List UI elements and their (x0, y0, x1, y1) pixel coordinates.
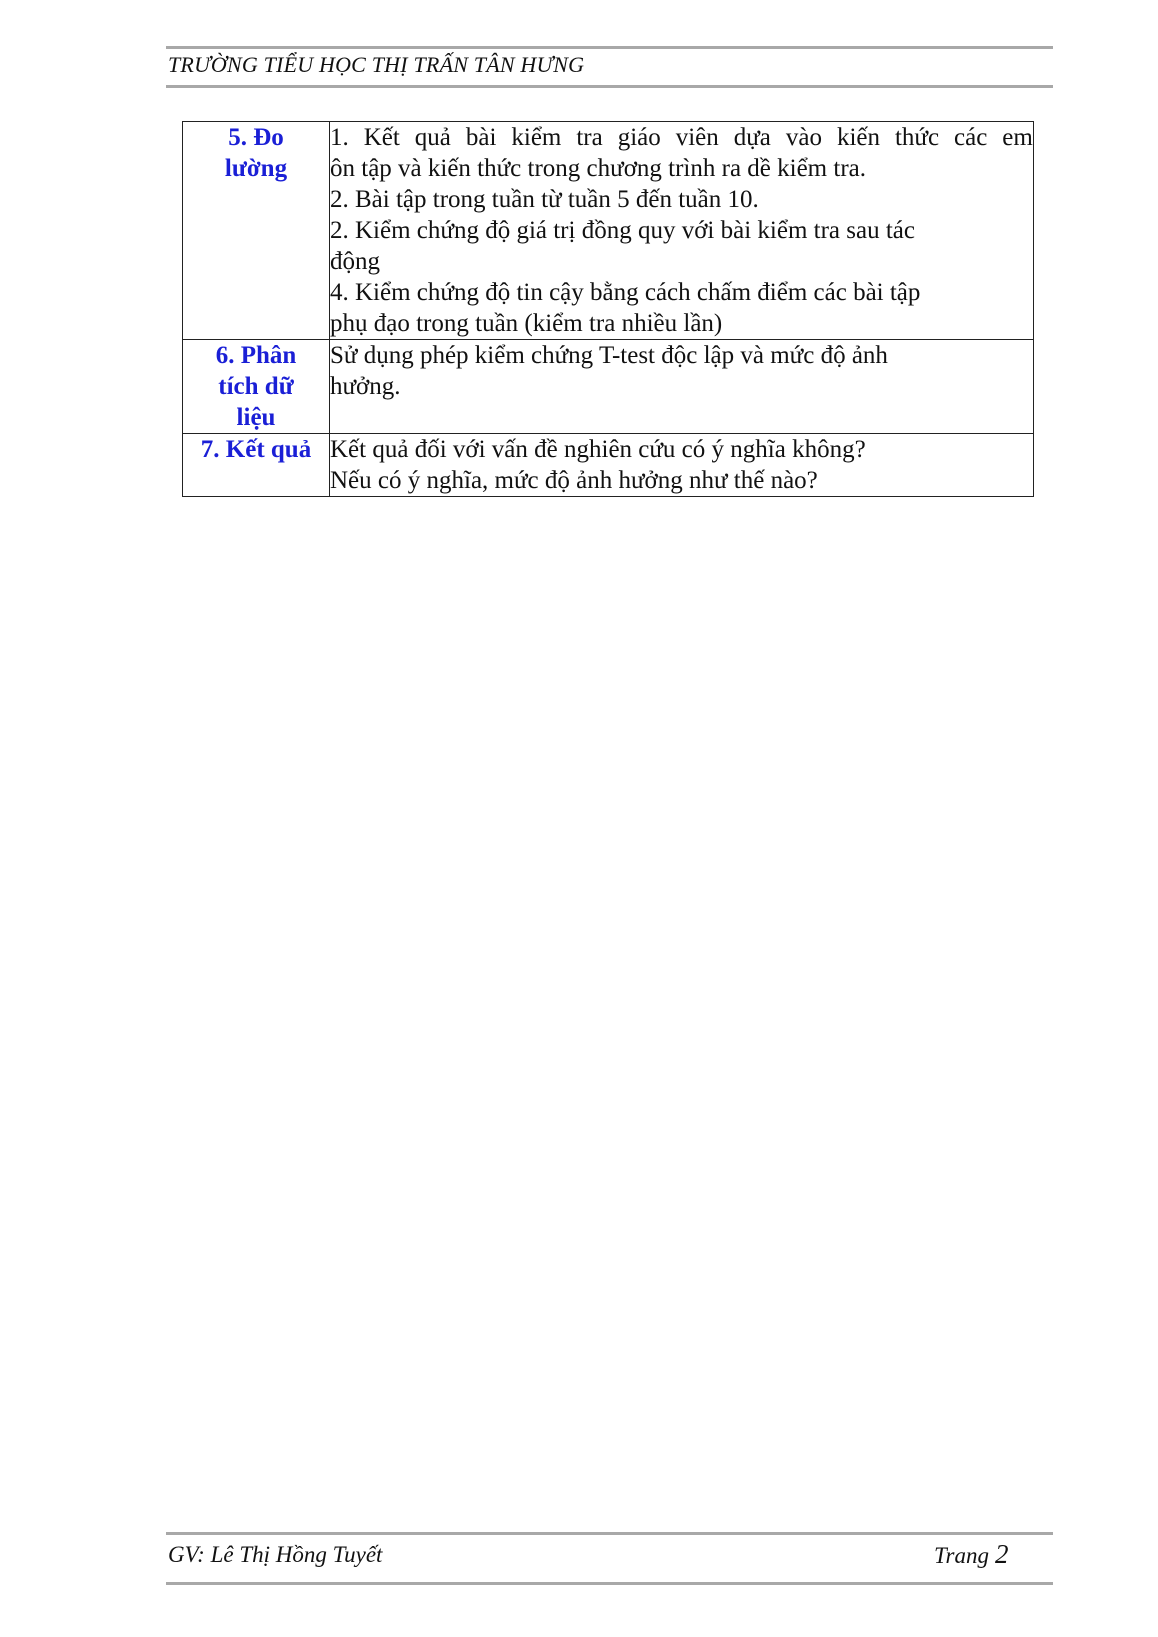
footer-page-indicator (934, 1539, 1008, 1570)
label-line: tích dữ (218, 373, 294, 400)
header-school-name: TRƯỜNG TIỂU HỌC THỊ TRẤN TÂN HƯNG (168, 52, 585, 77)
label-line: lường (224, 155, 288, 182)
content-line: Nếu có ý nghĩa, mức độ ảnh hưởng như thế nào? (330, 467, 818, 494)
row-content-measurement (330, 122, 1034, 340)
content-line: 4. Kiểm chứng độ tin cậy bằng cách chấm điểm các bài tập (330, 279, 921, 306)
row-content-data-analysis (330, 340, 1034, 434)
header-top-rule (166, 46, 1053, 49)
content-line: 2. Kiểm chứng độ giá trị đồng quy với bài kiểm tra sau tác (330, 217, 915, 244)
row-label-measurement (183, 122, 330, 340)
content-line: ôn tập và kiến thức trong chương trình ra dề kiểm tra. (330, 155, 866, 182)
footer-bottom-rule (166, 1582, 1053, 1585)
content-line: hưởng. (330, 373, 401, 400)
content-line: động (330, 248, 380, 275)
row-content-results (330, 434, 1034, 497)
label-line: liệu (236, 404, 276, 431)
research-plan-table (182, 121, 1034, 497)
table-row (183, 340, 1034, 434)
label-line: 7. Kết quả (200, 436, 312, 463)
header-bottom-rule (166, 85, 1053, 88)
page-label: Trang (934, 1543, 989, 1568)
page-number: 2 (994, 1539, 1009, 1569)
table-row (183, 122, 1034, 340)
row-label-data-analysis (183, 340, 330, 434)
row-label-results (183, 434, 330, 497)
label-line: 6. Phân (215, 342, 297, 369)
footer-teacher-name: GV: Lê Thị Hồng Tuyết (168, 1542, 383, 1567)
content-line: 2. Bài tập trong tuần từ tuần 5 đến tuần 10. (330, 186, 759, 213)
content-line: 1. Kết quả bài kiểm tra giáo viên dựa vào kiến thức các em (330, 124, 1033, 151)
table-row (183, 434, 1034, 497)
footer-top-rule (166, 1532, 1053, 1535)
label-line: 5. Đo (228, 124, 284, 151)
content-line: Kết quả đối với vấn đề nghiên cứu có ý nghĩa không? (330, 436, 866, 463)
content-line: Sử dụng phép kiểm chứng T-test độc lập và mức độ ảnh (330, 342, 888, 369)
content-line: phụ đạo trong tuần (kiểm tra nhiều lần) (330, 310, 723, 337)
